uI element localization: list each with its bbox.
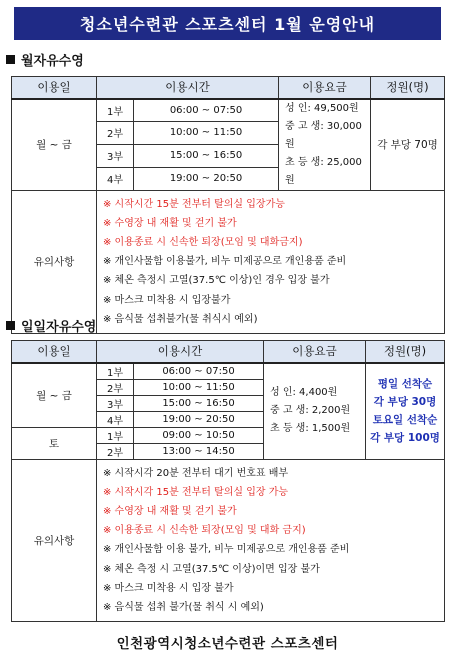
note-line: ※ 개인사물함 이용 불가, 비누 미제공으로 개인용품 준비 xyxy=(103,544,350,556)
session-time: 13:00 ~ 14:50 xyxy=(134,443,264,459)
col-header-date: 이용일 xyxy=(12,77,97,99)
note-line: ※ 체온 측정 시 고열(37.5℃ 이상)이면 입장 불가 xyxy=(103,563,320,575)
note-line: ※ 수영장 내 재활 및 걷기 불가 xyxy=(103,217,237,229)
col-header-capacity: 정원(명) xyxy=(371,77,445,99)
capacity-cell xyxy=(366,363,445,460)
session-time: 09:00 ~ 10:50 xyxy=(134,427,264,443)
note-line: ※ 시작시각 15분 전부터 탈의실 입장 가능 xyxy=(103,486,289,498)
fee-cell xyxy=(264,363,366,460)
col-header-time: 이용시간 xyxy=(97,341,264,363)
section-monthly-title: 월자유수영 xyxy=(21,54,84,69)
session-part: 1부 xyxy=(97,99,134,122)
capacity-weekday: 평일 선착순 xyxy=(377,378,433,390)
session-time: 10:00 ~ 11:50 xyxy=(134,121,279,144)
session-time: 10:00 ~ 11:50 xyxy=(134,379,264,395)
session-part: 4부 xyxy=(97,411,134,427)
col-header-fee: 이용요금 xyxy=(279,77,371,99)
session-time: 19:00 ~ 20:50 xyxy=(134,411,264,427)
col-header-fee: 이용요금 xyxy=(264,341,366,363)
col-header-time: 이용시간 xyxy=(97,77,279,99)
note-line: ※ 시작시각 20분 전부터 대기 번호표 배부 xyxy=(103,467,289,479)
capacity-saturday: 토요일 선착순 xyxy=(372,414,438,426)
session-time: 06:00 ~ 07:50 xyxy=(134,363,264,380)
section-daily-title: 일일자유수영 xyxy=(21,320,97,335)
note-line: ※ 마스크 미착용 시 입장불가 xyxy=(103,294,231,306)
fee-teen: 중 고 생: 30,000원 xyxy=(285,120,362,150)
capacity-cell: 각 부당 70명 xyxy=(371,99,445,191)
session-time: 06:00 ~ 07:50 xyxy=(134,99,279,122)
session-part: 2부 xyxy=(97,121,134,144)
session-time: 15:00 ~ 16:50 xyxy=(134,144,279,167)
col-header-capacity: 정원(명) xyxy=(366,341,445,363)
note-line: ※ 수영장 내 재활 및 걷기 불가 xyxy=(103,505,237,517)
monthly-swim-table xyxy=(11,76,445,334)
capacity-saturday-count: 각 부당 100명 xyxy=(370,432,440,444)
daily-swim-table xyxy=(11,340,445,622)
square-bullet-icon xyxy=(6,321,15,330)
session-part: 2부 xyxy=(97,379,134,395)
note-line: ※ 음식물 섭취 불가(물 취식 시 예외) xyxy=(103,601,264,613)
fee-cell xyxy=(279,99,371,191)
session-part: 3부 xyxy=(97,144,134,167)
section-monthly-heading xyxy=(6,50,84,69)
saturday-cell: 토 xyxy=(12,427,97,459)
day-cell: 월 ~ 금 xyxy=(12,99,97,191)
note-line: ※ 음식물 섭취불가(물 취식시 예외) xyxy=(103,313,258,325)
session-part: 1부 xyxy=(97,427,134,443)
session-part: 3부 xyxy=(97,395,134,411)
session-part: 1부 xyxy=(97,363,134,380)
note-line: ※ 시작시간 15분 전부터 탈의실 입장가능 xyxy=(103,198,285,210)
notes-label: 유의사항 xyxy=(12,190,97,333)
section-daily-heading xyxy=(6,316,96,335)
note-line: ※ 개인사물함 이용불가, 비누 미제공으로 개인용품 준비 xyxy=(103,256,347,268)
session-time: 15:00 ~ 16:50 xyxy=(134,395,264,411)
notes-cell xyxy=(97,459,445,622)
footer-organization: 인천광역시청소년수련관 스포츠센터 xyxy=(116,636,339,652)
session-time: 19:00 ~ 20:50 xyxy=(134,167,279,190)
square-bullet-icon xyxy=(6,55,15,64)
note-line: ※ 이용종료 시 신속한 퇴장(모임 및 대화금지) xyxy=(103,236,303,248)
fee-adult: 성 인: 4,400원 xyxy=(270,387,338,398)
col-header-date: 이용일 xyxy=(12,341,97,363)
fee-child: 초 등 생: 25,000원 xyxy=(285,156,362,186)
notes-cell xyxy=(97,190,445,333)
note-line: ※ 이용종료 시 신속한 퇴장(모임 및 대화 금지) xyxy=(103,525,306,537)
page-title: 청소년수련관 스포츠센터 1월 운영안내 xyxy=(14,7,441,40)
fee-teen: 중 고 생: 2,200원 xyxy=(270,405,351,416)
session-part: 2부 xyxy=(97,443,134,459)
weekday-cell: 월 ~ 금 xyxy=(12,363,97,428)
notes-label: 유의사항 xyxy=(12,459,97,622)
session-part: 4부 xyxy=(97,167,134,190)
fee-child: 초 등 생: 1,500원 xyxy=(270,423,351,434)
note-line: ※ 마스크 미착용 시 입장 불가 xyxy=(103,582,234,594)
capacity-weekday-count: 각 부당 30명 xyxy=(373,396,437,408)
note-line: ※ 체온 측정시 고열(37.5℃ 이상)인 경우 입장 불가 xyxy=(103,275,330,287)
fee-adult: 성 인: 49,500원 xyxy=(285,102,359,114)
